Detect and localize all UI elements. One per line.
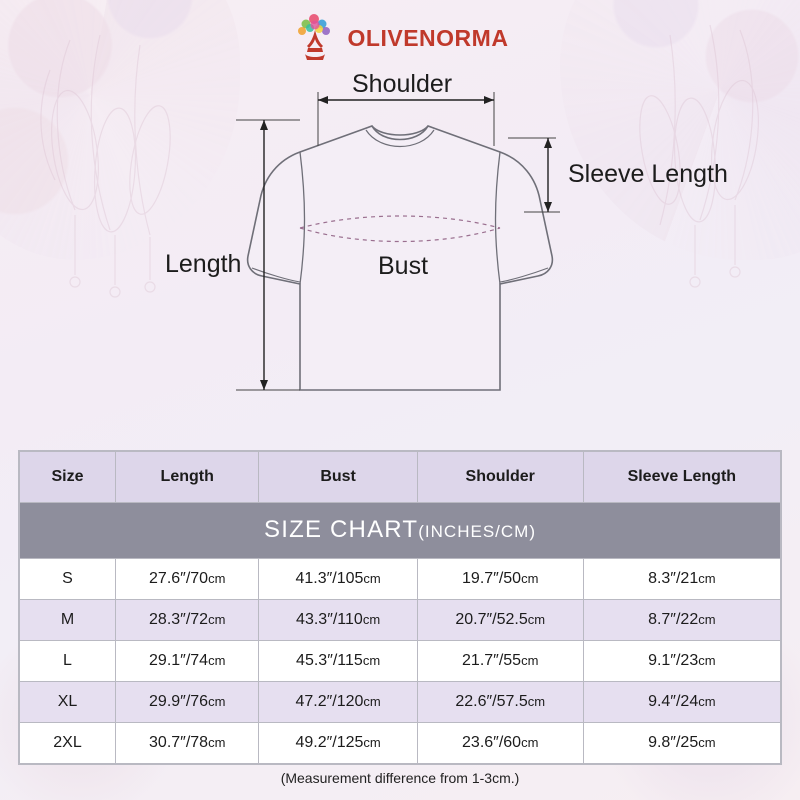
cell-size: M [20, 600, 116, 641]
cell-size: 2XL [20, 723, 116, 764]
cell-shoulder: 20.7″/52.5cm [417, 600, 583, 641]
cell-shoulder: 19.7″/50cm [417, 559, 583, 600]
tshirt-diagram [0, 60, 800, 450]
cell-bust: 49.2″/125cm [259, 723, 417, 764]
label-sleeve-length: Sleeve Length [568, 160, 728, 188]
table-title-row [20, 503, 781, 559]
cell-bust: 47.2″/120cm [259, 682, 417, 723]
cell-sleeve: 9.8″/25cm [583, 723, 780, 764]
brand-logo [0, 12, 800, 64]
table-row [20, 723, 781, 764]
measurement-note: (Measurement difference from 1-3cm.) [280, 770, 520, 786]
table-row [20, 600, 781, 641]
cell-sleeve: 9.1″/23cm [583, 641, 780, 682]
cell-length: 29.9″/76cm [116, 682, 259, 723]
cell-sleeve: 9.4″/24cm [583, 682, 780, 723]
table-row [20, 682, 781, 723]
column-header-sleeve-length: Sleeve Length [583, 452, 780, 503]
cell-shoulder: 21.7″/55cm [417, 641, 583, 682]
cell-length: 27.6″/70cm [116, 559, 259, 600]
cell-length: 29.1″/74cm [116, 641, 259, 682]
brand-name: OLIVENORMA [347, 24, 509, 51]
cell-length: 28.3″/72cm [116, 600, 259, 641]
cell-sleeve: 8.3″/21cm [583, 559, 780, 600]
cell-shoulder: 23.6″/60cm [417, 723, 583, 764]
column-header-shoulder: Shoulder [417, 452, 583, 503]
column-header-bust: Bust [259, 452, 417, 503]
cell-bust: 43.3″/110cm [259, 600, 417, 641]
cell-size: XL [20, 682, 116, 723]
cell-size: S [20, 559, 116, 600]
label-bust: Bust [378, 252, 429, 280]
table-header [20, 452, 781, 503]
table-title-unit: (INCHES/CM) [418, 522, 536, 541]
cell-sleeve: 8.7″/22cm [583, 600, 780, 641]
cell-length: 30.7″/78cm [116, 723, 259, 764]
size-chart-table [18, 450, 782, 765]
cell-shoulder: 22.6″/57.5cm [417, 682, 583, 723]
cell-bust: 41.3″/105cm [259, 559, 417, 600]
table-title: SIZE CHART [264, 516, 419, 543]
table-row [20, 559, 781, 600]
column-header-size: Size [20, 452, 116, 503]
label-length: Length [165, 250, 242, 278]
tree-of-life-icon [292, 12, 338, 64]
column-header-length: Length [116, 452, 259, 503]
table-row [20, 641, 781, 682]
cell-size: L [20, 641, 116, 682]
label-shoulder: Shoulder [352, 70, 453, 98]
cell-bust: 45.3″/115cm [259, 641, 417, 682]
